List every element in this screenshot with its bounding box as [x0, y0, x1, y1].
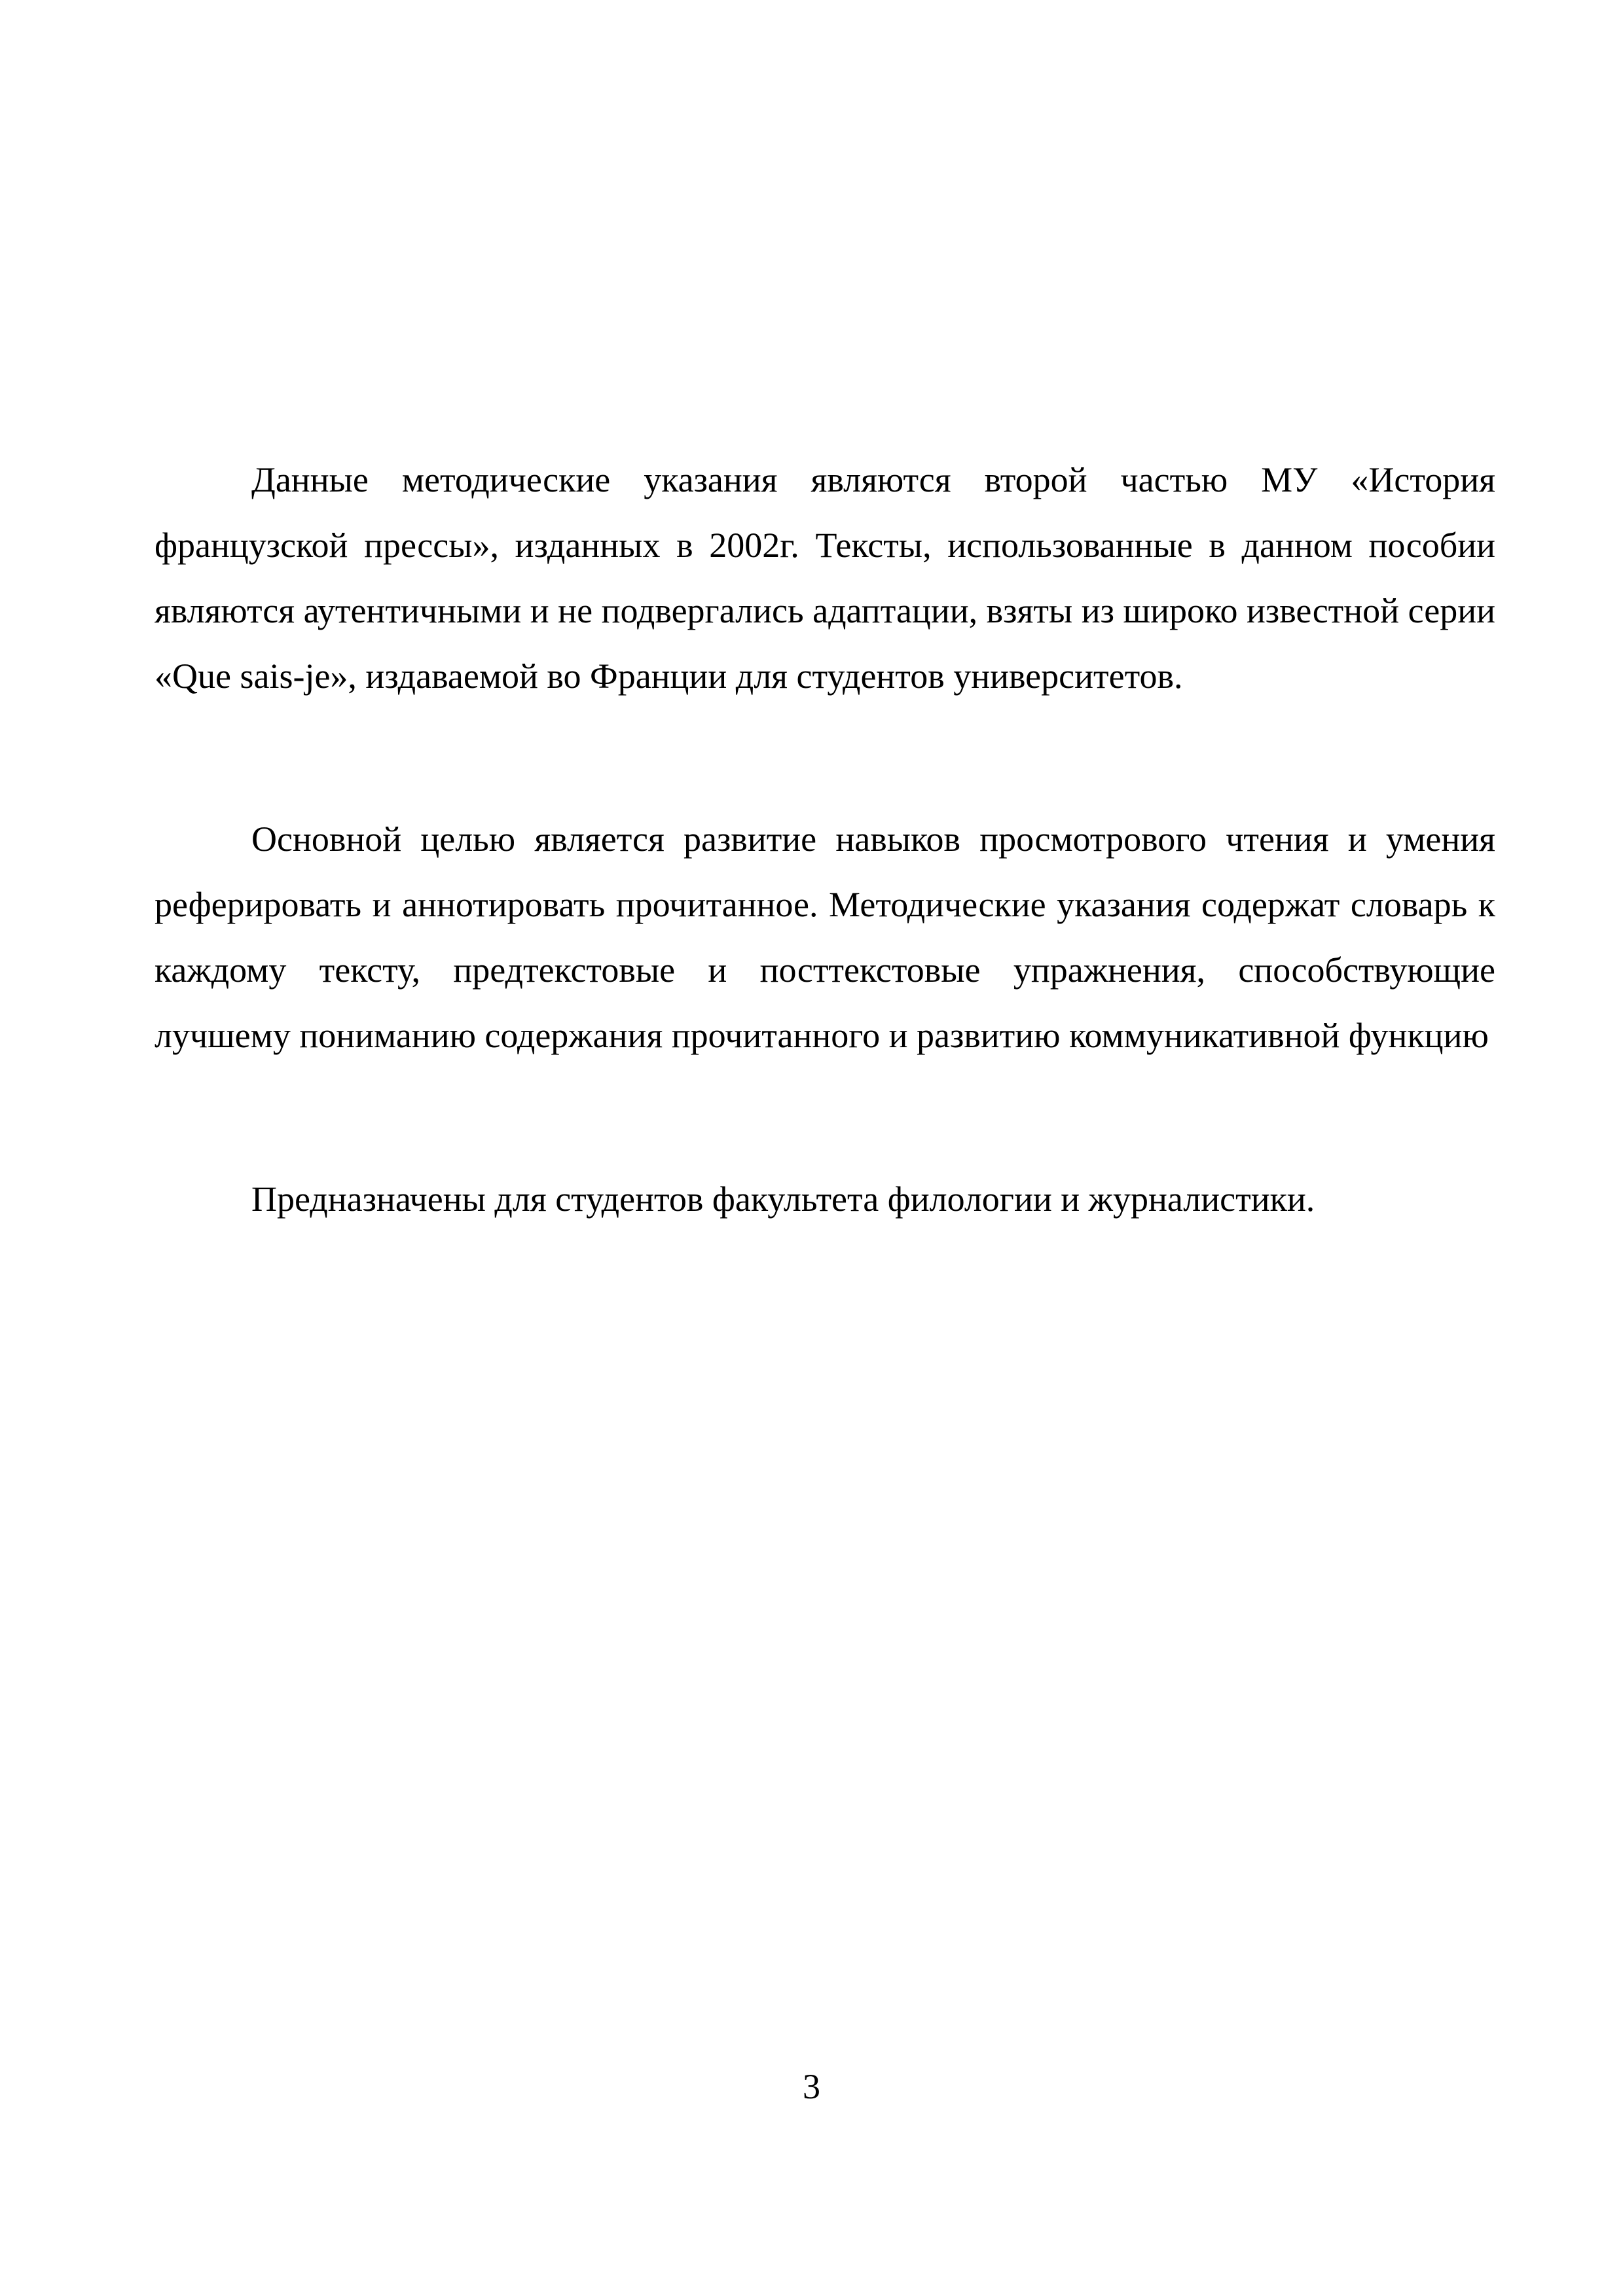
- paragraph-intro: Данные методические указания являются второй частью МУ «История французской прессы», изданных в 2002г. Тексты, использованные в данном пособии являются аутентичными и не подвергались адаптации, взяты из широко известной серии «Que sais-je», издаваемой во Франции для студентов университетов.: [155, 460, 1495, 696]
- paragraph-goals: Основной целью является развитие навыков просмотрового чтения и умения реферировать и аннотировать прочитанное. Методические указания содержат словарь к каждому тексту, предтекстовые и посттекстовые упражнения, способствующие лучшему пониманию содержания прочитанного и развитию коммуникативной функцию: [155, 819, 1495, 1055]
- paragraph-audience: Предназначены для студентов факультета филологии и журналистики.: [251, 1179, 1315, 1219]
- page-number: 3: [803, 2067, 820, 2106]
